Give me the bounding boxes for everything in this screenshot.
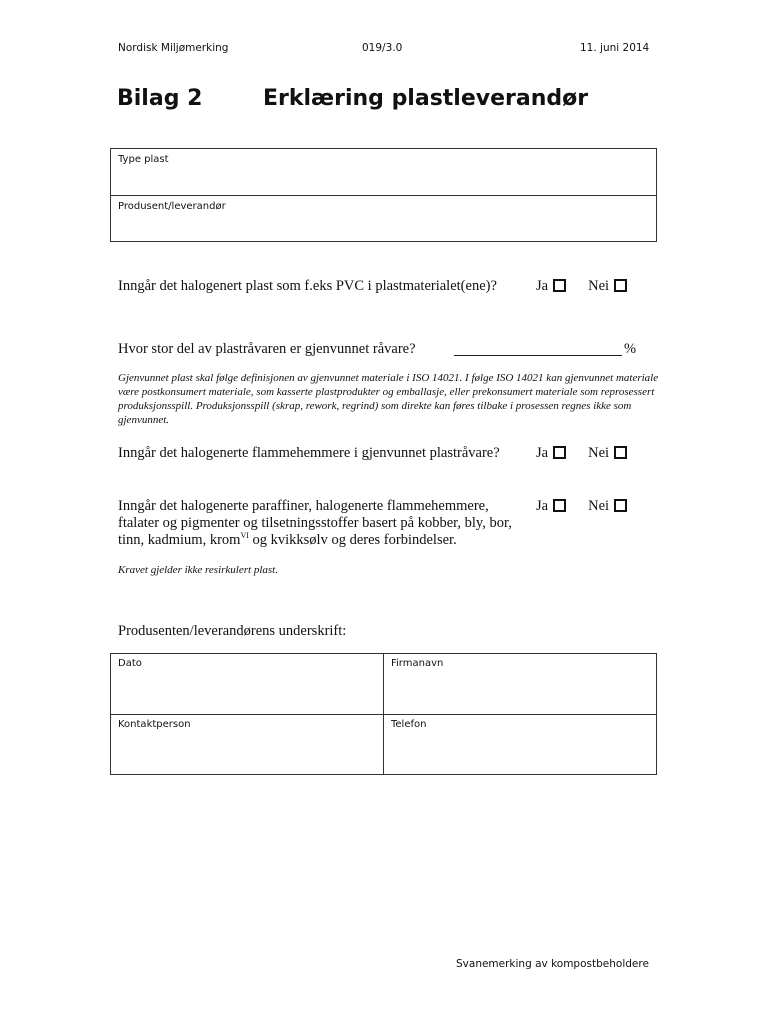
- header-date: 11. juni 2014: [580, 42, 650, 54]
- no-checkbox[interactable]: [614, 499, 627, 512]
- page-title: Erklæring plastleverandør: [263, 86, 589, 111]
- question-hazardous-substances: [118, 498, 518, 549]
- contact-person-field[interactable]: [111, 715, 384, 774]
- question-4-text: Inngår det halogenerte paraffiner, halogenerte flammehemmere, ftalater og pigmenter og tilsetningsstoffer basert på kobber, bly, bor, tinn, kadmium, krom: [118, 498, 512, 548]
- yes-label: Ja: [536, 498, 549, 514]
- yes-no-group-q3: [536, 445, 627, 462]
- signature-box: [110, 653, 657, 775]
- question-4-text-end: og kvikksølv og deres forbindelser.: [248, 532, 457, 548]
- producer-field[interactable]: [111, 195, 656, 241]
- date-label: Dato: [118, 658, 142, 669]
- plastic-info-box: [110, 148, 657, 242]
- recycled-definition-note: Gjenvunnet plast skal følge definisjonen av gjenvunnet materiale i ISO 14021. I følge ISO 14021 kan gjenvunnet materiale være postkonsumert materiale, som kasserte plastprodukter og emballasje, eller prekonsumert materiale som reprosessert produksjonsspill. Produksjonsspill (skrap, rework, regrind) som direkte kan føres tilbake i prosessen regnes ikke som gjenvunnet.: [118, 372, 659, 426]
- no-checkbox[interactable]: [614, 279, 627, 292]
- not-recycled-note: Kravet gjelder ikke resirkulert plast.: [118, 564, 278, 576]
- chromium-superscript: VI: [240, 531, 249, 541]
- signature-heading: Produsenten/leverandørens underskrift:: [118, 623, 347, 639]
- yes-no-group-q4: [536, 498, 627, 515]
- producer-label: Produsent/leverandør: [118, 201, 226, 212]
- signature-row-2: [111, 714, 656, 774]
- no-label: Nei: [588, 278, 610, 294]
- signature-row-1: [111, 654, 656, 714]
- no-checkbox[interactable]: [614, 446, 627, 459]
- percent-unit: %: [624, 341, 637, 357]
- yes-no-group-q1: [536, 278, 627, 295]
- question-halogenated-plastic: Inngår det halogenert plast som f.eks PVC i plastmaterialet(ene)?: [118, 278, 497, 294]
- company-label: Firmanavn: [391, 658, 444, 669]
- question-recycled-share: Hvor stor del av plastråvaren er gjenvunnet råvare?: [118, 341, 416, 357]
- footer-text: Svanemerking av kompostbeholdere: [456, 958, 649, 970]
- plastic-type-label: Type plast: [118, 154, 169, 165]
- no-label: Nei: [588, 498, 610, 514]
- phone-label: Telefon: [391, 719, 427, 730]
- question-flame-retardants: Inngår det halogenerte flammehemmere i gjenvunnet plastråvare?: [118, 445, 500, 461]
- yes-label: Ja: [536, 278, 549, 294]
- phone-field[interactable]: [384, 715, 656, 774]
- recycled-percent-input[interactable]: [454, 355, 622, 356]
- contact-person-label: Kontaktperson: [118, 719, 191, 730]
- company-field[interactable]: [384, 654, 656, 714]
- yes-checkbox[interactable]: [553, 499, 566, 512]
- yes-checkbox[interactable]: [553, 279, 566, 292]
- header-left: Nordisk Miljømerking: [118, 42, 229, 54]
- yes-checkbox[interactable]: [553, 446, 566, 459]
- plastic-type-field[interactable]: [111, 149, 656, 195]
- appendix-title: Bilag 2: [117, 86, 203, 111]
- yes-label: Ja: [536, 445, 549, 461]
- header-document-number: 019/3.0: [362, 42, 403, 54]
- date-field[interactable]: [111, 654, 384, 714]
- no-label: Nei: [588, 445, 610, 461]
